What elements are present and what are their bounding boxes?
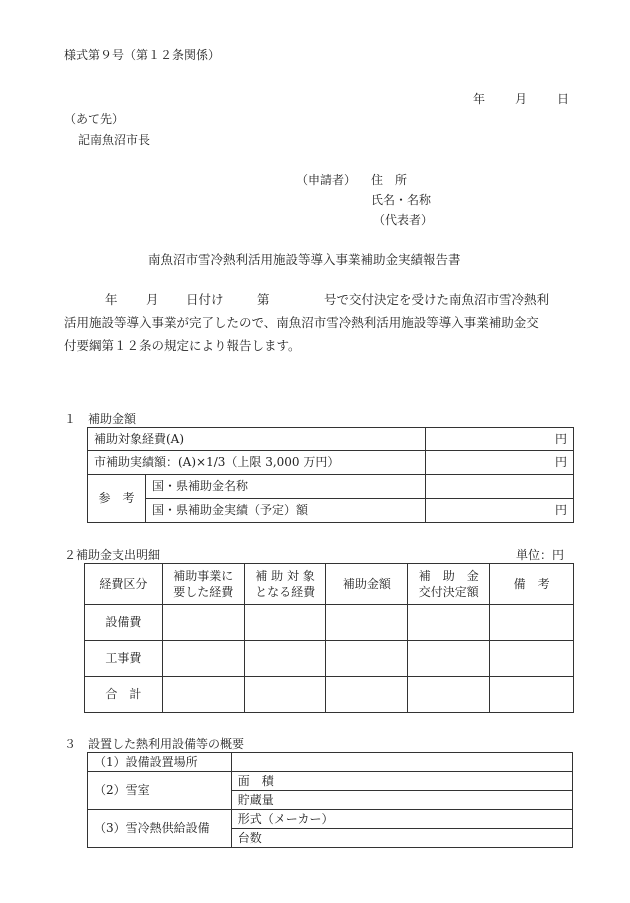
section1-title: １ 補助金額 [64, 412, 137, 426]
city-subsidy-amount-unit: 円 [426, 451, 574, 475]
national-pref-subsidy-amount-label: 国・県補助金実績（予定）額 [145, 499, 425, 523]
body-year: 年 [105, 292, 118, 307]
expenditure-detail-table [84, 563, 574, 713]
document-title: 南魚沼市雪冷熱利活用施設等導入事業補助金実績報告書 [148, 252, 461, 267]
national-pref-subsidy-name-cell [426, 475, 574, 499]
row-total: 合 計 [85, 677, 163, 713]
installation-location-label: （1）設備設置場所 [88, 753, 232, 772]
equipment-model-label: 形式（メーカー） [231, 810, 572, 829]
table-row [85, 677, 574, 713]
city-subsidy-amount-label: 市補助実績額：(A)×1/3（上限 3,000 万円） [88, 451, 426, 475]
body-text-line2: 活用施設等導入事業が完了したので、南魚沼市雪冷熱利活用施設等導入事業補助金交 [64, 315, 539, 330]
header-expense-category: 経費区分 [85, 564, 163, 605]
row-construction-cost: 工事費 [85, 641, 163, 677]
reference-label: 参 考 [88, 475, 146, 523]
body-month: 月 [146, 292, 159, 307]
header-subsidy-amount: 補助金額 [326, 564, 408, 605]
snow-cold-supply-equipment-label: （3）雪冷熱供給設備 [88, 810, 232, 848]
subsidy-amount-table [87, 427, 574, 523]
section2-title: ２補助金支出明細 [64, 548, 161, 562]
table-row [85, 641, 574, 677]
date-day-label: 日 [557, 92, 570, 106]
addressee-name: 記南魚沼市長 [78, 133, 151, 147]
national-pref-subsidy-name-label: 国・県補助金名称 [145, 475, 425, 499]
snow-storage-area-label: 面 積 [231, 772, 572, 791]
header-target-cost: 補 助 対 象 となる経費 [244, 564, 326, 605]
table-row [85, 605, 574, 641]
subsidy-target-cost-label: 補助対象経費(A) [88, 428, 426, 451]
equipment-count-label: 台数 [231, 829, 572, 848]
section2-unit-label: 単位：円 [516, 548, 565, 562]
body-text-line3: 付要綱第１２条の規定により報告します。 [64, 338, 301, 353]
snow-storage-label: （2）雪室 [88, 772, 232, 810]
form-number: 様式第９号（第１２条関係） [64, 48, 221, 62]
body-dai: 第 [257, 292, 270, 307]
row-equipment-cost: 設備費 [85, 605, 163, 641]
subsidy-target-cost-unit: 円 [426, 428, 574, 451]
applicant-name-label: 氏名・名称 [371, 193, 432, 207]
equipment-overview-table [87, 752, 573, 848]
section3-title: ３ 設置した熱利用設備等の概要 [64, 737, 245, 751]
snow-storage-capacity-label: 貯蔵量 [231, 791, 572, 810]
header-grant-decision-amount: 補 助 金 交付決定額 [408, 564, 490, 605]
applicant-address-label: 住 所 [371, 173, 408, 187]
applicant-label: （申請者） [296, 173, 357, 187]
date-month-label: 月 [515, 92, 528, 106]
body-text-line1: 号で交付決定を受けた南魚沼市雪冷熱利 [324, 292, 550, 307]
national-pref-subsidy-amount-unit: 円 [426, 499, 574, 523]
body-dated: 日付け [186, 292, 224, 307]
applicant-representative-label: （代表者） [373, 213, 434, 227]
addressee-prefix: （あて先） [64, 112, 125, 126]
date-year-label: 年 [473, 92, 486, 106]
header-remarks: 備 考 [490, 564, 574, 605]
header-required-cost: 補助事業に 要した経費 [162, 564, 244, 605]
